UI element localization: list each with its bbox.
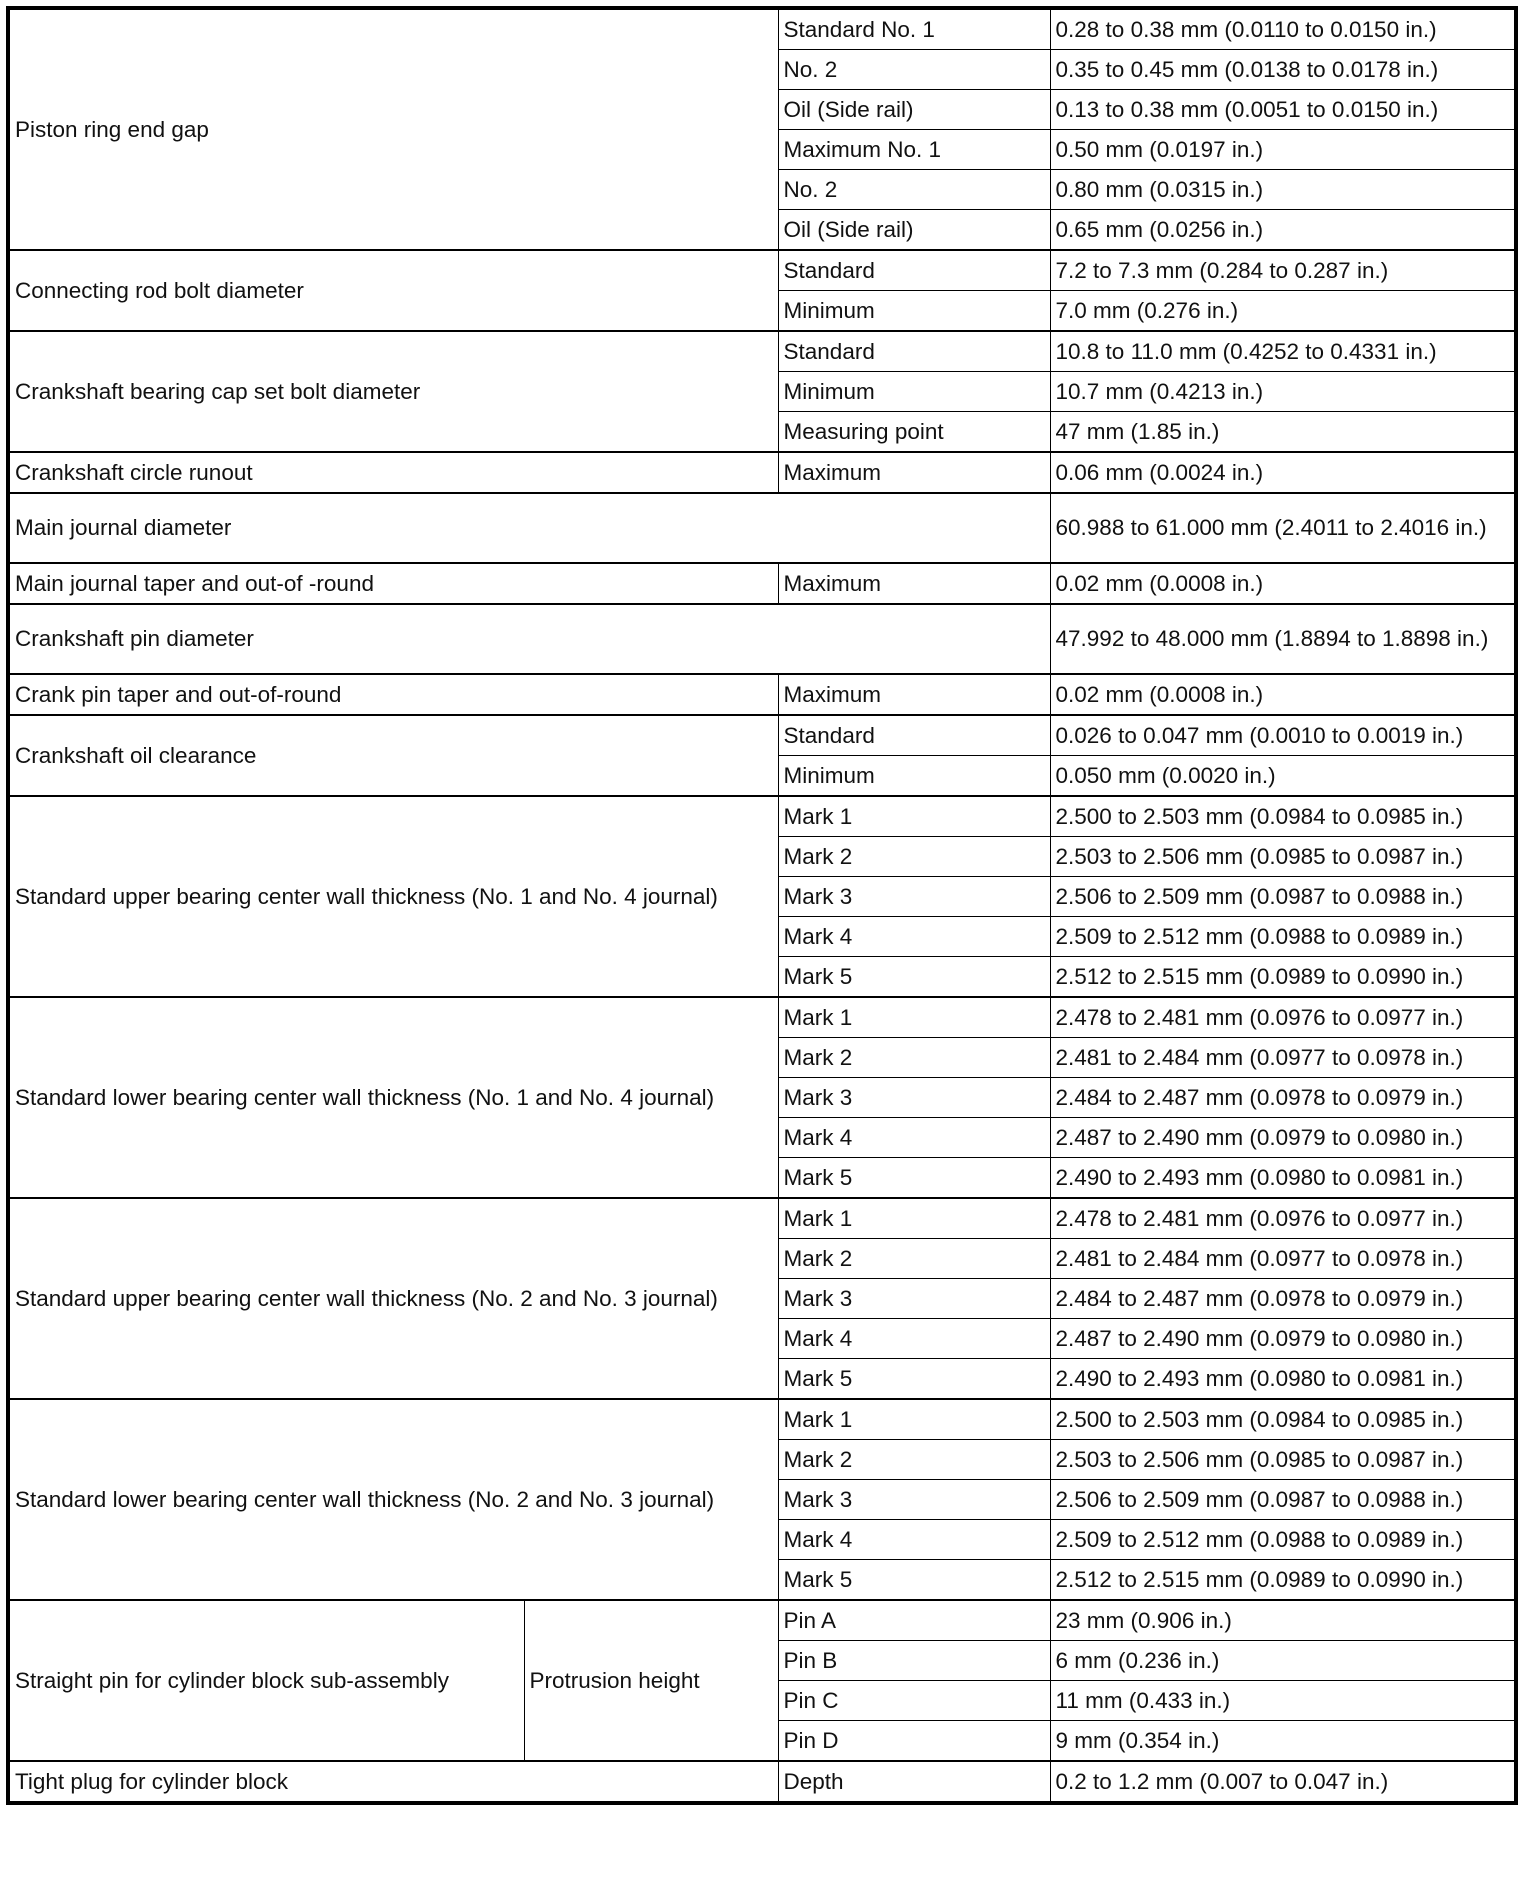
condition-label: Mark 4	[778, 1118, 1050, 1158]
condition-label: Maximum No. 1	[778, 130, 1050, 170]
item-label: Standard lower bearing center wall thickness (No. 2 and No. 3 journal)	[8, 1399, 778, 1600]
spec-value: 0.2 to 1.2 mm (0.007 to 0.047 in.)	[1050, 1761, 1516, 1803]
spec-value: 2.484 to 2.487 mm (0.0978 to 0.0979 in.)	[1050, 1279, 1516, 1319]
condition-label: Mark 4	[778, 917, 1050, 957]
condition-label: Pin B	[778, 1641, 1050, 1681]
spec-value: 2.500 to 2.503 mm (0.0984 to 0.0985 in.)	[1050, 796, 1516, 837]
condition-label: Mark 5	[778, 1560, 1050, 1601]
spec-value: 0.02 mm (0.0008 in.)	[1050, 563, 1516, 604]
spec-value: 10.8 to 11.0 mm (0.4252 to 0.4331 in.)	[1050, 331, 1516, 372]
item-label: Tight plug for cylinder block	[8, 1761, 778, 1803]
item-label: Main journal taper and out-of -round	[8, 563, 778, 604]
table-row	[8, 493, 1516, 563]
item-label: Piston ring end gap	[8, 8, 778, 250]
spec-table	[6, 6, 1518, 1805]
condition-label: Standard No. 1	[778, 8, 1050, 50]
spec-value: 0.02 mm (0.0008 in.)	[1050, 674, 1516, 715]
table-row	[8, 1399, 1516, 1440]
spec-value: 2.487 to 2.490 mm (0.0979 to 0.0980 in.)	[1050, 1118, 1516, 1158]
condition-label: Maximum	[778, 452, 1050, 493]
spec-value: 11 mm (0.433 in.)	[1050, 1681, 1516, 1721]
condition-label: Mark 1	[778, 796, 1050, 837]
item-label: Crankshaft pin diameter	[8, 604, 1050, 674]
spec-value: 2.503 to 2.506 mm (0.0985 to 0.0987 in.)	[1050, 837, 1516, 877]
item-label: Crankshaft circle runout	[8, 452, 778, 493]
spec-value: 2.490 to 2.493 mm (0.0980 to 0.0981 in.)	[1050, 1359, 1516, 1400]
condition-label: Mark 5	[778, 1359, 1050, 1400]
spec-value: 47 mm (1.85 in.)	[1050, 412, 1516, 453]
spec-value: 0.026 to 0.047 mm (0.0010 to 0.0019 in.)	[1050, 715, 1516, 756]
condition-label: Mark 1	[778, 1399, 1050, 1440]
table-row	[8, 604, 1516, 674]
spec-value: 2.487 to 2.490 mm (0.0979 to 0.0980 in.)	[1050, 1319, 1516, 1359]
item-label: Standard upper bearing center wall thickness (No. 1 and No. 4 journal)	[8, 796, 778, 997]
table-row	[8, 1600, 1516, 1641]
spec-value: 2.481 to 2.484 mm (0.0977 to 0.0978 in.)	[1050, 1038, 1516, 1078]
spec-value: 2.490 to 2.493 mm (0.0980 to 0.0981 in.)	[1050, 1158, 1516, 1199]
condition-label: Mark 3	[778, 1480, 1050, 1520]
spec-value: 2.509 to 2.512 mm (0.0988 to 0.0989 in.)	[1050, 1520, 1516, 1560]
table-row	[8, 452, 1516, 493]
table-row	[8, 1198, 1516, 1239]
item-label: Straight pin for cylinder block sub-assembly	[8, 1600, 524, 1761]
table-row	[8, 8, 1516, 50]
spec-value: 0.50 mm (0.0197 in.)	[1050, 130, 1516, 170]
condition-label: Mark 2	[778, 1239, 1050, 1279]
spec-value: 0.28 to 0.38 mm (0.0110 to 0.0150 in.)	[1050, 8, 1516, 50]
condition-label: Mark 2	[778, 1440, 1050, 1480]
spec-value: 0.35 to 0.45 mm (0.0138 to 0.0178 in.)	[1050, 50, 1516, 90]
spec-value: 10.7 mm (0.4213 in.)	[1050, 372, 1516, 412]
spec-value: 6 mm (0.236 in.)	[1050, 1641, 1516, 1681]
condition-label: No. 2	[778, 170, 1050, 210]
condition-label: Mark 2	[778, 837, 1050, 877]
item-label: Crankshaft bearing cap set bolt diameter	[8, 331, 778, 452]
table-row	[8, 997, 1516, 1038]
table-row	[8, 331, 1516, 372]
spec-table-body	[8, 8, 1516, 1803]
spec-value: 9 mm (0.354 in.)	[1050, 1721, 1516, 1762]
spec-value: 0.80 mm (0.0315 in.)	[1050, 170, 1516, 210]
spec-value: 7.0 mm (0.276 in.)	[1050, 291, 1516, 332]
table-row	[8, 674, 1516, 715]
condition-label: Mark 2	[778, 1038, 1050, 1078]
spec-value: 0.050 mm (0.0020 in.)	[1050, 756, 1516, 797]
condition-label: Mark 1	[778, 1198, 1050, 1239]
condition-label: Standard	[778, 715, 1050, 756]
condition-label: Minimum	[778, 291, 1050, 332]
item-label: Crank pin taper and out-of-round	[8, 674, 778, 715]
condition-label: Minimum	[778, 756, 1050, 797]
spec-value: 2.506 to 2.509 mm (0.0987 to 0.0988 in.)	[1050, 877, 1516, 917]
condition-label: Mark 5	[778, 1158, 1050, 1199]
spec-value: 2.484 to 2.487 mm (0.0978 to 0.0979 in.)	[1050, 1078, 1516, 1118]
condition-label: Mark 5	[778, 957, 1050, 998]
condition-label: Pin C	[778, 1681, 1050, 1721]
condition-label: Oil (Side rail)	[778, 210, 1050, 251]
condition-label: Standard	[778, 250, 1050, 291]
condition-label: Mark 4	[778, 1520, 1050, 1560]
table-row	[8, 715, 1516, 756]
spec-value: 2.503 to 2.506 mm (0.0985 to 0.0987 in.)	[1050, 1440, 1516, 1480]
spec-value: 2.506 to 2.509 mm (0.0987 to 0.0988 in.)	[1050, 1480, 1516, 1520]
item-label: Standard upper bearing center wall thickness (No. 2 and No. 3 journal)	[8, 1198, 778, 1399]
condition-label: Standard	[778, 331, 1050, 372]
item-label: Standard lower bearing center wall thickness (No. 1 and No. 4 journal)	[8, 997, 778, 1198]
spec-value: 2.478 to 2.481 mm (0.0976 to 0.0977 in.)	[1050, 997, 1516, 1038]
item-label: Crankshaft oil clearance	[8, 715, 778, 796]
condition-label: Mark 3	[778, 1279, 1050, 1319]
condition-label: Pin D	[778, 1721, 1050, 1762]
table-row	[8, 250, 1516, 291]
spec-value: 2.512 to 2.515 mm (0.0989 to 0.0990 in.)	[1050, 957, 1516, 998]
spec-value: 2.509 to 2.512 mm (0.0988 to 0.0989 in.)	[1050, 917, 1516, 957]
spec-value: 2.500 to 2.503 mm (0.0984 to 0.0985 in.)	[1050, 1399, 1516, 1440]
condition-label: Mark 4	[778, 1319, 1050, 1359]
spec-value: 0.13 to 0.38 mm (0.0051 to 0.0150 in.)	[1050, 90, 1516, 130]
item-label: Connecting rod bolt diameter	[8, 250, 778, 331]
spec-value: 23 mm (0.906 in.)	[1050, 1600, 1516, 1641]
condition-label: Measuring point	[778, 412, 1050, 453]
spec-value: 2.478 to 2.481 mm (0.0976 to 0.0977 in.)	[1050, 1198, 1516, 1239]
spec-value: 0.65 mm (0.0256 in.)	[1050, 210, 1516, 251]
table-row	[8, 796, 1516, 837]
spec-value: 2.481 to 2.484 mm (0.0977 to 0.0978 in.)	[1050, 1239, 1516, 1279]
condition-label: Depth	[778, 1761, 1050, 1803]
condition-label: Pin A	[778, 1600, 1050, 1641]
spec-value: 2.512 to 2.515 mm (0.0989 to 0.0990 in.)	[1050, 1560, 1516, 1601]
condition-label: No. 2	[778, 50, 1050, 90]
item-label: Main journal diameter	[8, 493, 1050, 563]
spec-value: 7.2 to 7.3 mm (0.284 to 0.287 in.)	[1050, 250, 1516, 291]
condition-label: Minimum	[778, 372, 1050, 412]
spec-value: 60.988 to 61.000 mm (2.4011 to 2.4016 in.)	[1050, 493, 1516, 563]
condition-label: Maximum	[778, 674, 1050, 715]
condition-label: Mark 3	[778, 1078, 1050, 1118]
spec-value: 47.992 to 48.000 mm (1.8894 to 1.8898 in.)	[1050, 604, 1516, 674]
condition-label: Oil (Side rail)	[778, 90, 1050, 130]
spec-value: 0.06 mm (0.0024 in.)	[1050, 452, 1516, 493]
table-row	[8, 563, 1516, 604]
condition-label: Mark 3	[778, 877, 1050, 917]
table-row	[8, 1761, 1516, 1803]
condition-label: Mark 1	[778, 997, 1050, 1038]
condition-label: Maximum	[778, 563, 1050, 604]
subitem-label: Protrusion height	[524, 1600, 778, 1761]
